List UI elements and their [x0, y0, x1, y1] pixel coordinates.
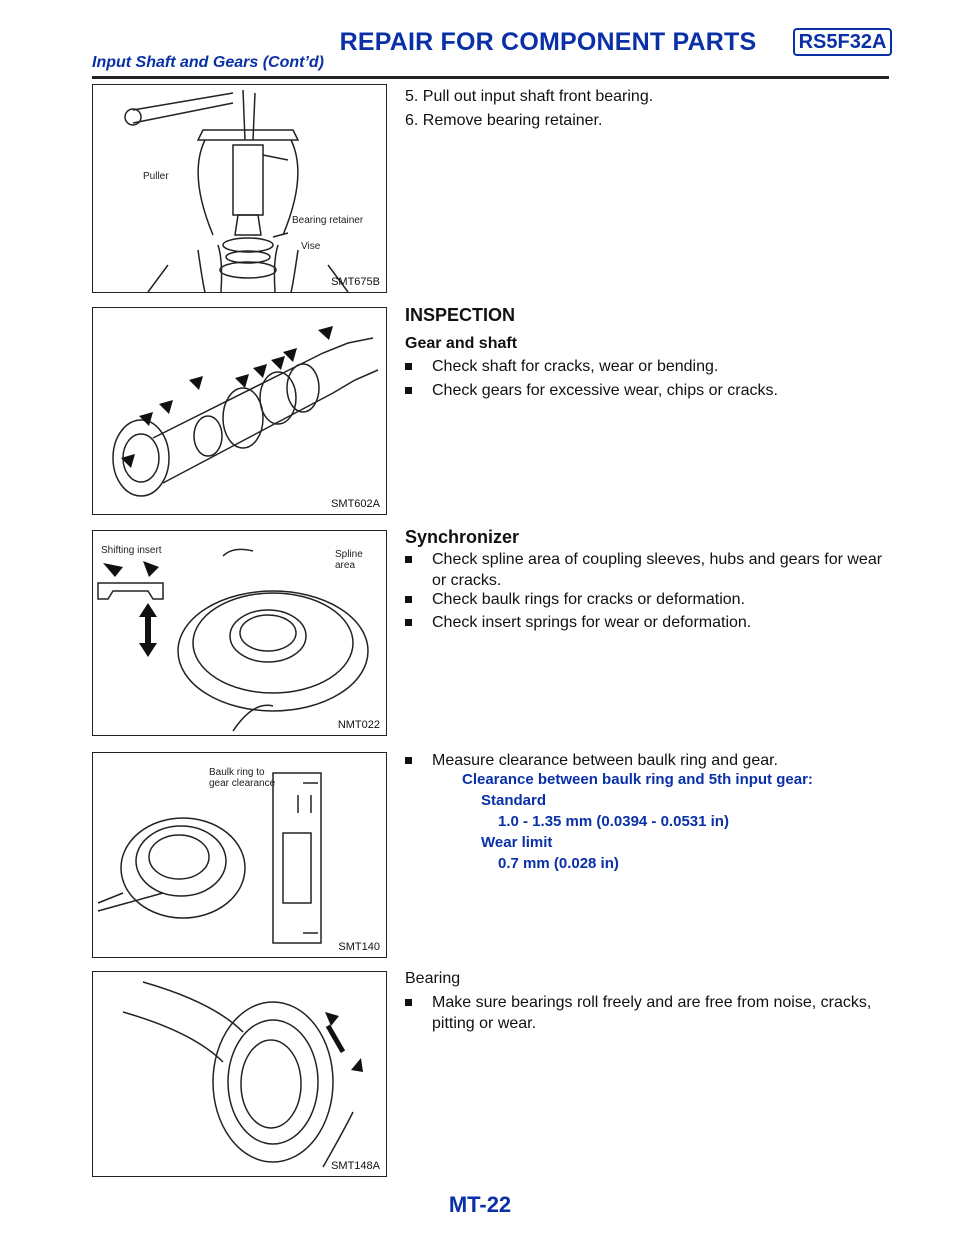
figure-code: SMT675B — [331, 276, 380, 288]
standard-value: 1.0 - 1.35 mm (0.0394 - 0.0531 in) — [498, 813, 729, 830]
figure-code: NMT022 — [337, 719, 380, 731]
figure-baulk-ring-clearance — [92, 752, 387, 958]
label-bearing-retainer: Bearing retainer — [292, 215, 364, 226]
list-item: Check baulk rings for cracks or deformation. — [405, 589, 889, 610]
figure-code: SMT148A — [331, 1160, 380, 1172]
figure-bearing — [92, 971, 387, 1177]
model-badge: RS5F32A — [793, 28, 892, 56]
figure-code: SMT602A — [331, 498, 380, 510]
label-spline: Spline — [335, 549, 363, 560]
list-item: Check spline area of coupling sleeves, hubs and gears for wear or cracks. — [405, 549, 889, 591]
puller-illustration — [93, 85, 386, 292]
list-item: Measure clearance between baulk ring and gear. — [405, 750, 889, 771]
bullet-icon — [405, 387, 412, 394]
bearing-heading: Bearing — [405, 970, 461, 987]
wear-limit-label: Wear limit — [481, 834, 553, 851]
label-baulk-ring-line1: Baulk ring to — [209, 767, 265, 778]
wear-limit-value: 0.7 mm (0.028 in) — [498, 855, 619, 872]
step-5: 5. Pull out input shaft front bearing. — [405, 88, 654, 105]
label-baulk-ring-line2: gear clearance — [209, 778, 276, 789]
label-area: area — [335, 560, 356, 571]
gear-shaft-heading: Gear and shaft — [405, 335, 518, 352]
figure-synchronizer — [92, 530, 387, 736]
figure-gear-shaft — [92, 307, 387, 515]
list-item: Check shaft for cracks, wear or bending. — [405, 356, 889, 377]
list-item: Check insert springs for wear or deformation. — [405, 612, 889, 633]
label-vise: Vise — [301, 241, 321, 252]
standard-label: Standard — [481, 792, 547, 809]
page-number: MT-22 — [448, 1192, 512, 1217]
list-item: Make sure bearings roll freely and are free from noise, cracks, pitting or wear. — [405, 992, 889, 1034]
bearing-illustration — [93, 972, 386, 1176]
synchronizer-heading: Synchronizer — [405, 527, 520, 547]
list-item: Check gears for excessive wear, chips or cracks. — [405, 380, 889, 401]
bullet-icon — [405, 596, 412, 603]
bullet-icon — [405, 619, 412, 626]
section-title: REPAIR FOR COMPONENT PARTS — [339, 28, 757, 56]
figure-code: SMT140 — [338, 941, 380, 953]
gear-shaft-illustration — [93, 308, 386, 514]
bullet-icon — [405, 556, 412, 563]
step-6: 6. Remove bearing retainer. — [405, 112, 603, 129]
header-rule — [92, 76, 889, 79]
inspection-heading: INSPECTION — [405, 305, 516, 325]
label-puller: Puller — [143, 171, 169, 182]
label-shifting-insert: Shifting insert — [101, 545, 162, 556]
bullet-icon — [405, 999, 412, 1006]
figure-puller — [92, 84, 387, 293]
bullet-icon — [405, 363, 412, 370]
clearance-spec-title: Clearance between baulk ring and 5th input gear: — [462, 771, 813, 788]
bullet-icon — [405, 757, 412, 764]
section-subtitle: Input Shaft and Gears (Cont’d) — [92, 54, 324, 71]
